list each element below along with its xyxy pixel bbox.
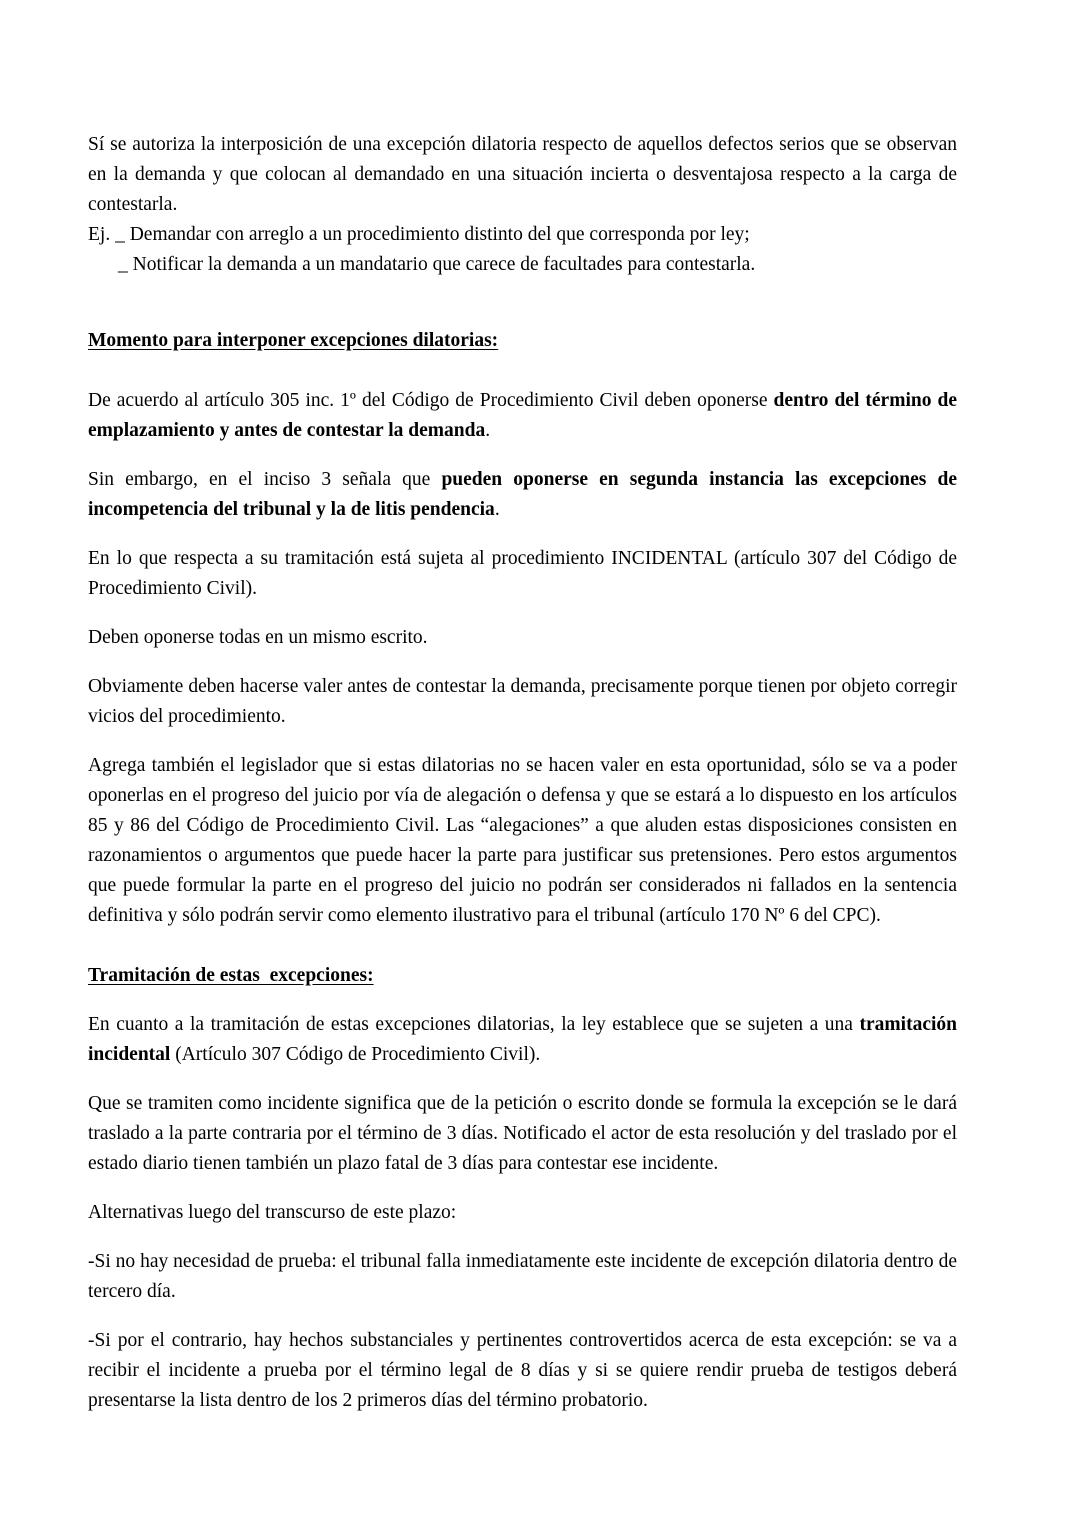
paragraph-alternativa-2: -Si por el contrario, hay hechos substanciales y pertinentes controvertidos acerca de esta excepción: se va a recibir el incidente a prueba por el término legal de 8 días y si se quiere rendir prueba de testigos deberá presentarse la lista dentro de los 2 primeros días del término probatorio.: [88, 1330, 962, 1411]
example-item-2: _ Notificar la demanda a un mandatario que carece de facultades para contestarla.: [118, 254, 756, 275]
heading-tramitacion-excepciones: Tramitación de estas excepciones:: [88, 965, 374, 986]
paragraph-alternativas-label: Alternativas luego del transcurso de este plazo:: [88, 1202, 457, 1223]
paragraph-agrega-legislador: Agrega también el legislador que si estas dilatorias no se hacen valer en esta oportunidad, sólo se va a poder oponerlas en el progreso del juicio por vía de alegación o defensa y que se estará a lo dispuesto en los artículos 85 y 86 del Código de Procedimiento Civil. Las “alegaciones” a que aluden estas disposiciones consisten en razonamientos o argumentos que puede hacer la parte para justificar sus pretensiones. Pero estos argumentos que puede formular la parte en el progreso del juicio no podrán ser considerados ni fallados en la sentencia definitiva y sólo podrán servir como elemento ilustrativo para el tribunal (artículo 170 Nº 6 del CPC).: [88, 755, 962, 926]
articulo-305-text-1: De acuerdo al artículo 305 inc. 1º del Código de Procedimiento Civil deben oponerse: [88, 390, 774, 411]
ley-establece-text-2: (Artículo 307 Código de Procedimiento Civil).: [170, 1044, 541, 1065]
example-item-1: Ej. _ Demandar con arreglo a un procedimiento distinto del que corresponda por ley;: [88, 224, 750, 245]
paragraph-ley-establece: [88, 1010, 962, 1070]
document-body: [88, 130, 962, 1416]
articulo-305-text-2: .: [485, 420, 491, 441]
heading-momento-excepciones: Momento para interponer excepciones dilatorias:: [88, 330, 499, 351]
paragraph-mismo-escrito: Deben oponerse todas en un mismo escrito.: [88, 627, 428, 648]
example-list: [88, 220, 957, 280]
paragraph-procedimiento-incidental: En lo que respecta a su tramitación está sujeta al procedimiento INCIDENTAL (artículo 307 del Código de Procedimiento Civil).: [88, 548, 962, 599]
paragraph-alternativa-1: -Si no hay necesidad de prueba: el tribunal falla inmediatamente este incidente de excepción dilatoria dentro de tercero día.: [88, 1251, 962, 1302]
inciso-3-text-2: .: [494, 499, 500, 520]
paragraph-articulo-305: [88, 386, 962, 446]
paragraph-intro: Sí se autoriza la interposición de una excepción dilatoria respecto de aquellos defectos serios que se observan en la demanda y que colocan al demandado en una situación incierta o desventajosa respecto a la carga de contestarla.: [88, 134, 962, 215]
paragraph-que-se-tramiten: Que se tramiten como incidente significa que de la petición o escrito donde se formula la excepción se le dará traslado a la parte contraria por el término de 3 días. Notificado el actor de esta resolución y del traslado por el estado diario tienen también un plazo fatal de 3 días para contestar ese incidente.: [88, 1093, 962, 1174]
articulo-305-emphasis: dentro del término de emplazamiento y antes de contestar la demanda: [88, 390, 962, 441]
ley-establece-emphasis: tramitación incidental: [88, 1014, 962, 1065]
ley-establece-text-1: En cuanto a la tramitación de estas excepciones dilatorias, la ley establece que se sujeten a una: [88, 1014, 860, 1035]
inciso-3-emphasis: pueden oponerse en segunda instancia las excepciones de incompetencia del tribunal y la de litis pendencia: [88, 469, 962, 520]
paragraph-antes-contestar: Obviamente deben hacerse valer antes de contestar la demanda, precisamente porque tienen por objeto corregir vicios del procedimiento.: [88, 676, 962, 727]
paragraph-inciso-3: [88, 465, 962, 525]
inciso-3-text-1: Sin embargo, en el inciso 3 señala que: [88, 469, 442, 490]
